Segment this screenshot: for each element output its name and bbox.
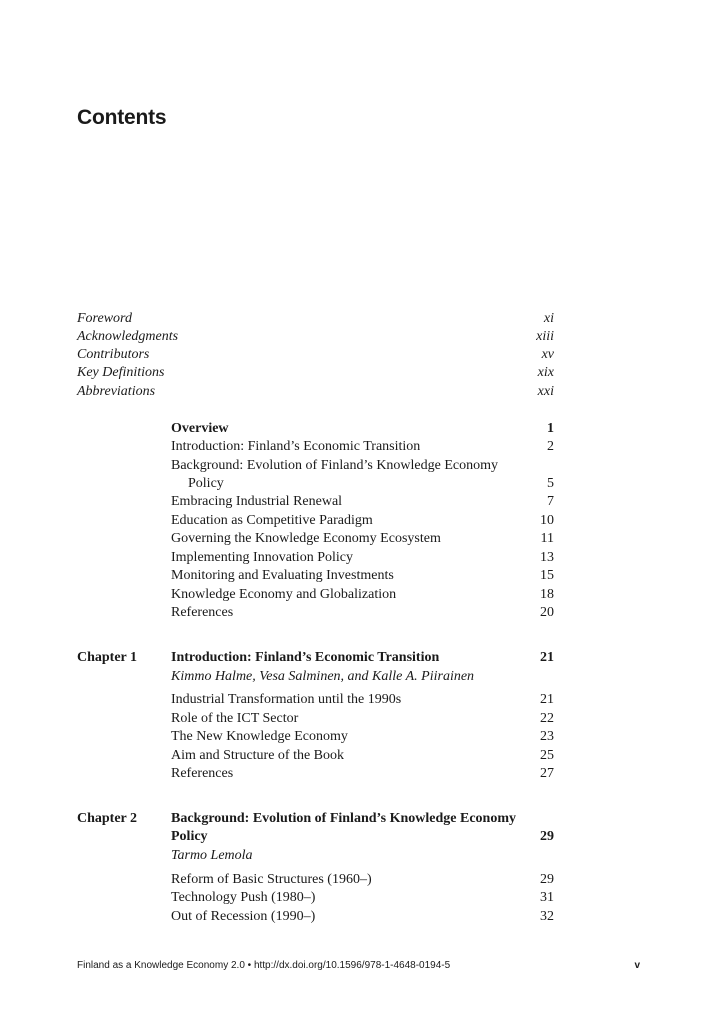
- toc-entry[interactable]: [171, 530, 554, 548]
- toc-entry-continuation[interactable]: [171, 475, 554, 493]
- toc-entry-title: Foreword: [77, 311, 132, 326]
- page-title: Contents: [77, 106, 167, 129]
- toc-entry-title: Role of the ICT Sector: [171, 711, 299, 726]
- toc-entry-page: 21: [540, 692, 554, 707]
- toc-entry-page: 11: [540, 531, 554, 546]
- chapter-title-text: Policy: [171, 829, 208, 844]
- chapter-title[interactable]: [171, 810, 554, 828]
- toc-entry-page: 18: [540, 587, 554, 602]
- toc-entry[interactable]: [171, 871, 554, 889]
- toc-entry-abbreviations[interactable]: [77, 383, 554, 401]
- chapter-page: 29: [540, 829, 554, 844]
- toc-entry-title: The New Knowledge Economy: [171, 729, 348, 744]
- toc-entry-page: 23: [540, 729, 554, 744]
- toc-entry-contributors[interactable]: [77, 346, 554, 364]
- toc-entry-title: Policy: [188, 476, 224, 491]
- toc-entry-title: Knowledge Economy and Globalization: [171, 587, 397, 602]
- toc-entry-title: Industrial Transformation until the 1990s: [171, 692, 402, 707]
- toc-entry-page: 32: [540, 909, 554, 924]
- toc-entry-title: Education as Competitive Paradigm: [171, 513, 373, 528]
- toc-entry-page: 5: [547, 476, 554, 491]
- toc-section-title: Overview: [171, 421, 229, 436]
- footer-citation: Finland as a Knowledge Economy 2.0 • http://dx.doi.org/10.1596/978-1-4648-0194-5: [77, 960, 451, 971]
- chapter-label: Chapter 1: [77, 650, 138, 665]
- toc-entry-page: 10: [540, 513, 554, 528]
- toc-entry[interactable]: [171, 710, 554, 728]
- chapter-title-text: Introduction: Finland’s Economic Transition: [171, 650, 440, 665]
- toc-entry[interactable]: [171, 586, 554, 604]
- toc-entry-acknowledgments[interactable]: [77, 328, 554, 346]
- toc-entry[interactable]: [171, 512, 554, 530]
- toc-entry-page: xix: [537, 365, 554, 380]
- toc-entry-title: Reform of Basic Structures (1960–): [171, 872, 372, 887]
- toc-entry[interactable]: [171, 765, 554, 783]
- toc-entry[interactable]: [171, 908, 554, 926]
- chapter-title[interactable]: [171, 649, 554, 667]
- toc-entry-title: Aim and Structure of the Book: [171, 748, 345, 763]
- chapter-label: Chapter 2: [77, 811, 138, 826]
- toc-entry-page: 22: [540, 711, 554, 726]
- toc-entry-title: References: [171, 766, 234, 781]
- toc-entry-title: Out of Recession (1990–): [171, 909, 316, 924]
- toc-entry-page: 27: [540, 766, 554, 781]
- toc-entry-page: xxi: [537, 384, 554, 399]
- toc-entry[interactable]: [171, 604, 554, 622]
- toc-entry-key-definitions[interactable]: [77, 364, 554, 382]
- toc-entry-title: Embracing Industrial Renewal: [171, 494, 343, 509]
- toc-entry-page: 2: [547, 439, 554, 454]
- chapter-authors: Tarmo Lemola: [171, 848, 253, 863]
- toc-entry[interactable]: [171, 549, 554, 567]
- page-footer: [77, 959, 640, 973]
- toc-entry-title: Abbreviations: [77, 384, 156, 399]
- toc-entry[interactable]: [171, 728, 554, 746]
- toc-entry-page: 25: [540, 748, 554, 763]
- toc-entry-title: Key Definitions: [77, 365, 165, 380]
- toc-entry-title: Implementing Innovation Policy: [171, 550, 353, 565]
- toc-entry-page: 15: [540, 568, 554, 583]
- toc-entry[interactable]: [171, 493, 554, 511]
- toc-entry[interactable]: [171, 747, 554, 765]
- toc-entry-title: Introduction: Finland’s Economic Transition: [171, 439, 421, 454]
- toc-entry[interactable]: [171, 457, 554, 475]
- page-number: v: [634, 960, 640, 971]
- chapter-authors: Kimmo Halme, Vesa Salminen, and Kalle A. Piirainen: [171, 669, 475, 684]
- toc-entry[interactable]: [171, 438, 554, 456]
- chapter-page: 21: [540, 650, 554, 665]
- toc-entry-title: Technology Push (1980–): [171, 890, 316, 905]
- toc-entry-title: Acknowledgments: [77, 329, 179, 344]
- toc-entry-title: Monitoring and Evaluating Investments: [171, 568, 394, 583]
- toc-entry-page: 7: [547, 494, 554, 509]
- toc-entry-page: 13: [540, 550, 554, 565]
- toc-entry[interactable]: [171, 691, 554, 709]
- toc-entry-title: Contributors: [77, 347, 150, 362]
- toc-section-page: 1: [547, 421, 554, 436]
- toc-overview-heading[interactable]: [171, 420, 554, 438]
- toc-entry-title: Governing the Knowledge Economy Ecosystem: [171, 531, 441, 546]
- toc-entry-foreword[interactable]: [77, 310, 554, 328]
- toc-entry-page: xiii: [536, 329, 554, 344]
- toc-entry[interactable]: [171, 889, 554, 907]
- toc-entry-title: References: [171, 605, 234, 620]
- chapter-title-text: Background: Evolution of Finland’s Knowledge Economy: [171, 811, 517, 826]
- toc-entry-page: 29: [540, 872, 554, 887]
- toc-entry-page: 31: [540, 890, 554, 905]
- toc-entry[interactable]: [171, 567, 554, 585]
- chapter-title-continuation[interactable]: [171, 828, 554, 846]
- toc-entry-title: Background: Evolution of Finland’s Knowledge Economy: [171, 458, 499, 473]
- toc-entry-page: 20: [540, 605, 554, 620]
- toc-entry-page: xv: [541, 347, 554, 362]
- toc-entry-page: xi: [543, 311, 554, 326]
